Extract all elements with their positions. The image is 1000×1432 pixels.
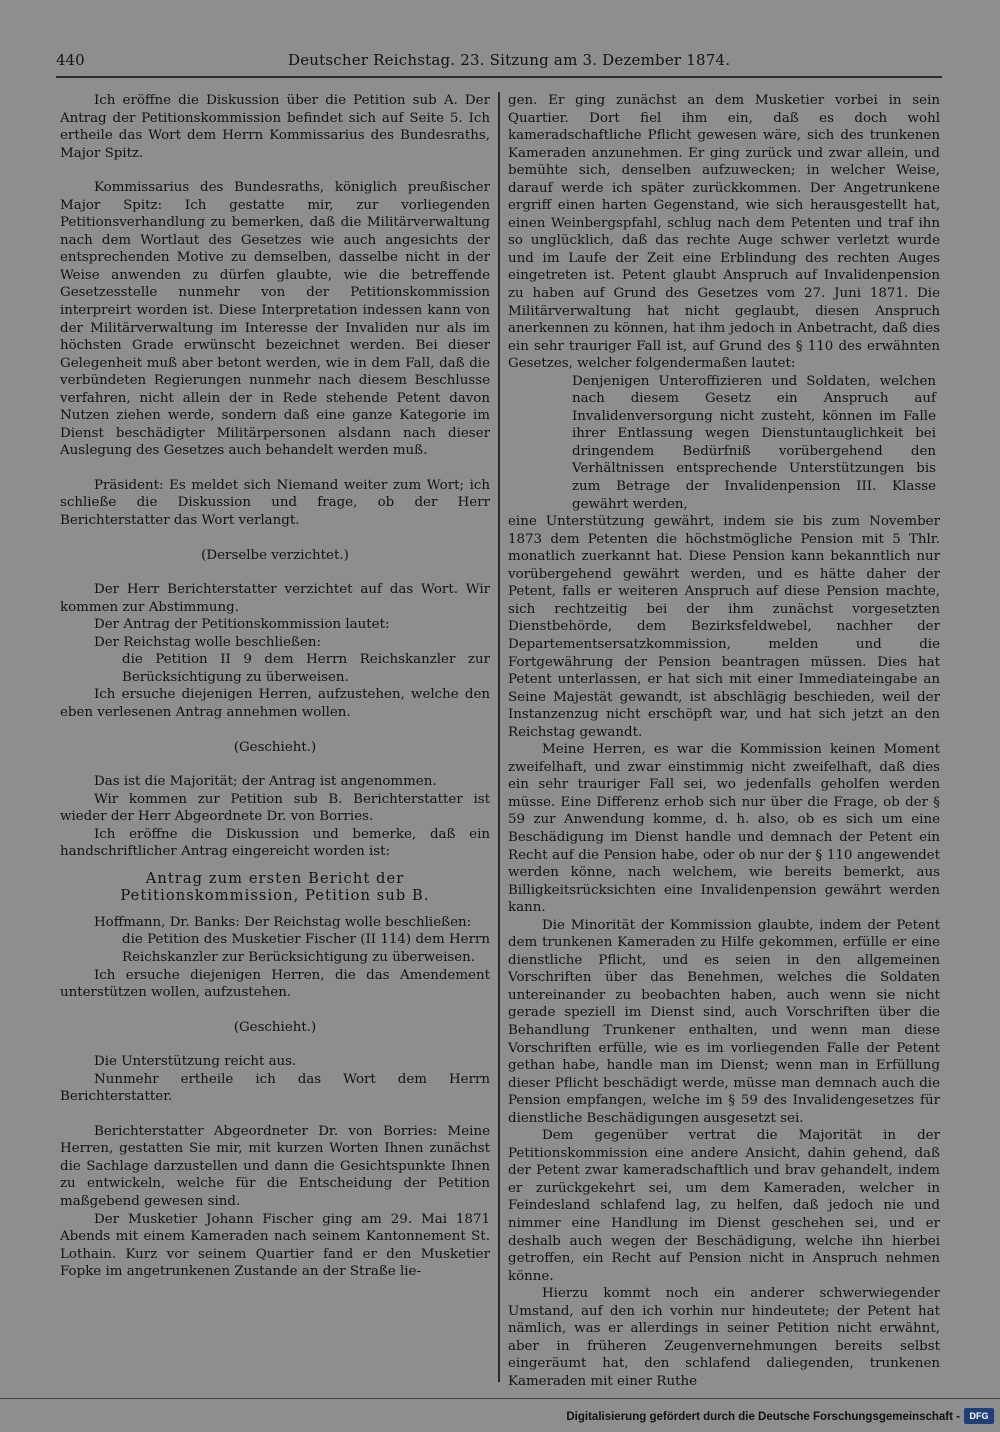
paragraph: Ich eröffne die Diskussion und bemerke, daß ein handschriftlicher Antrag eingereicht worden ist: <box>60 826 490 860</box>
law-quote: Denjenigen Unteroffizieren und Soldaten, welchen nach diesem Gesetz ein Anspruch auf Invalidenversorgung nicht zusteht, können im Falle ihrer Entlassung wegen Dienstuntauglichkeit bei dringendem Bedürfniß vorübergehend den Verhältnissen entsprechende Unterstützungen bis zum Betrage der Invalidenpension III. Klasse gewährt werden, <box>572 373 936 512</box>
running-title: Deutscher Reichstag. 23. Sitzung am 3. Dezember 1874. <box>288 51 731 69</box>
paragraph: Der Herr Berichterstatter verzichtet auf das Wort. Wir kommen zur Abstimmung. <box>60 582 490 615</box>
paragraph: Kommissarius des Bundesraths, königlich preußischer Major Spitz: Ich gestatte mir, zur vorliegenden Petitionsverhandlung zu bemerken, daß die Militärverwaltung nach dem Wortlaut des Gesetzes wie auch angesichts der entsprechenden Motive zu demselben, dasselbe nicht in der Weise anwenden zu dürfen glaubte, wie die betreffende Gesetzesstelle nunmehr von der Petitionskommission interpreirt worden ist. Diese Interpretation indessen kann von der Militärverwaltung im Interesse der Invaliden nur als im höchsten Grade erwünscht bezeichnet werden. Bei dieser Gelegenheit muß aber betont werden, wie in dem Fall, daß die verbündeten Regierungen nunmehr nach diesem Beschlusse verfahren, nicht allein der in Rede stehende Petent davon Nutzen ziehen werde, sondern daß eine ganze Kategorie im Dienst beschädigter Militärpersonen alsdann nach dieser Auslegung des Gesetzes auch behandelt werden muß. <box>60 180 490 459</box>
left-column <box>60 92 490 1392</box>
paragraph: gen. Er ging zunächst an dem Musketier vorbei in sein Quartier. Dort fiel ihm ein, daß es doch wohl kameradschaftliche Pflicht gewesen wäre, sich des trunkenen Kameraden anzunehmen. Er ging zurück und zwar allein, und bemühte sich, denselben aufzuwecken; in welcher Weise, darauf werde ich später zurückkommen. Der Angetrunkene ergriff einen harten Gegenstand, wie sich herausgestellt hat, einen Weinbergspfahl, schlug nach dem Petenten und traf ihn so unglücklich, daß das rechte Auge schwer verletzt wurde und im Laufe der Zeit eine Erblindung des rechten Auges eingetreten ist. Petent glaubt Anspruch auf Invalidenpension zu haben auf Grund des Gesetzes vom 27. Juni 1871. Die Militärverwaltung hat nicht geglaubt, diesen Anspruch anerkennen zu können, hat ihm jedoch in Anbetracht, daß dies ein sehr trauriger Fall ist, auf Grund des § 110 des erwähnten Gesetzes, welcher folgendermaßen lautet: <box>508 93 940 372</box>
stage-direction: (Geschieht.) <box>233 739 317 755</box>
paragraph: Ich ersuche diejenigen Herren, aufzustehen, welche den eben verlesenen Antrag annehmen wollen. <box>60 687 490 720</box>
paragraph: Präsident: Es meldet sich Niemand weiter zum Wort; ich schließe die Diskussion und frage, ob der Herr Berichterstatter das Wort verlangt. <box>60 477 490 529</box>
paragraph: Der Reichstag wolle beschließen: <box>94 634 322 650</box>
paragraph: Hierzu kommt noch ein anderer schwerwiegender Umstand, auf den ich vorhin nur hindeutete; der Petent hat nämlich, was er allerdings in seiner Petition nicht erwähnt, aber in früheren Zeugenvernehmungen bereits selbst eingeräumt hat, den schlafend daliegenden, trunkenen Kameraden mit einer Ruthe <box>508 1286 940 1389</box>
header-rule <box>56 76 942 78</box>
page-number: 440 <box>56 51 85 69</box>
right-column <box>508 92 940 1392</box>
motion-title: Antrag zum ersten Bericht der Petitionskommission, Petition sub B. <box>120 869 430 905</box>
paragraph: Die Unterstützung reicht aus. <box>94 1054 297 1070</box>
paragraph: Die Minorität der Kommission glaubte, indem der Petent dem trunkenen Kameraden zu Hilfe gekommen, erfülle er eine dienstliche Pflicht, und es seien in den allgemeinen Vorschriften über das Benehmen, welches die Soldaten untereinander zu beobachten haben, auch wenn sie nicht gerade speziell im Dienst sind, auch Vorschriften über die Behandlung Trunkener enthalten, und wenn man diese Vorschriften erfülle, wie es im vorliegenden Falle der Petent gethan habe, handle man im Dienst; wenn man in Erfüllung dieser Pflicht beschädigt werde, müsse man demnach auch die Pension empfangen, welche im § 59 des Invalidengesetzes für dienstliche Beschädigungen ausgesetzt sei. <box>508 917 940 1126</box>
stage-direction: (Derselbe verzichtet.) <box>201 547 349 563</box>
digitization-credit: Digitalisierung gefördert durch die Deutsche Forschungsgemeinschaft - <box>566 1411 960 1423</box>
paragraph: eine Unterstützung gewährt, indem sie bis zum November 1873 dem Petenten die höchstmögliche Pension mit 5 Thlr. monatlich zuerkannt hat. Diese Pension kann bekanntlich nur vorübergehend gewährt werden, und es hätte daher der Petent, falls er weiteren Anspruch auf diese Pension machte, sich rechtzeitig bei der ihm zunächst vorgesetzten Dienstbehörde, dem Bezirksfeldwebel, nachher der Departementsersatzkommission, melden und die Fortgewährung der Pension beantragen müssen. Dies hat Petent unterlassen, er hat sich mit einer Immediateingabe an Seine Majestät gewandt, ist abschlägig beschieden, weil der Instanzenzug nicht erschöpft war, und hat sich jetzt an den Reichstag gewandt. <box>508 514 940 740</box>
paragraph: Dem gegenüber vertrat die Majorität in der Petitionskommission eine andere Ansicht, dahin gehend, daß der Petent zwar kameradschaftlich und brav gehandelt, indem er zurückgekehrt sei, um dem Kameraden, welcher in Feindesland schlafend lag, zu helfen, daß jedoch nie und nimmer eine Handlung im Dienst geschehen sei, und er deshalb auch wegen der Beschädigung, welche ihn hierbei getroffen, ein Recht auf Pension nicht in Anspruch nehmen könne. <box>508 1128 940 1284</box>
dfg-logo: DFG <box>964 1408 994 1424</box>
paragraph: Der Antrag der Petitionskommission lautet: <box>94 617 390 633</box>
paragraph: Berichterstatter Abgeordneter Dr. von Borries: Meine Herren, gestatten Sie mir, mit kurzen Worten Ihnen zunächst die Sachlage darzustellen und dann die Gesichtspunkte Ihnen zu entwickeln, welche für die Entscheidung der Petition maßgebend gewesen sind. <box>60 1123 490 1209</box>
paragraph: Wir kommen zur Petition sub B. Berichterstatter ist wieder der Herr Abgeordnete Dr. von Borries. <box>60 791 490 825</box>
paragraph: Hoffmann, Dr. Banks: Der Reichstag wolle beschließen: <box>94 914 472 930</box>
paragraph: Ich eröffne die Diskussion über die Petition sub A. Der Antrag der Petitionskommission befindet sich auf Seite 5. Ich ertheile das Wort dem Herrn Kommissarius des Bundesraths, Major Spitz. <box>60 93 490 161</box>
paragraph: Meine Herren, es war die Kommission keinen Moment zweifelhaft, und zwar einstimmig nicht zweifelhaft, daß dies ein sehr trauriger Fall sei, wo jedenfalls geholfen werden müsse. Eine Differenz erhob sich nur über die Frage, ob der § 59 zur Anwendung komme, d. h. also, ob es sich um eine Beschädigung im Dienst handle und demnach der Petent ein Recht auf die Pension habe, oder ob nur der § 110 angewendet werden könne, nach welchem, wie bereits bemerkt, aus Billigkeitsrücksichten eine Invalidenpension gewährt werden kann. <box>508 742 940 916</box>
paragraph: Der Musketier Johann Fischer ging am 29. Mai 1871 Abends mit einem Kameraden nach seinem Kantonnement St. Lothain. Kurz vor seinem Quartier fand er den Musketier Fopke im angetrunkenen Zustande an der Straße lie- <box>60 1211 490 1280</box>
page-header <box>56 48 942 72</box>
paragraph: Nunmehr ertheile ich das Wort dem Herrn Berichterstatter. <box>60 1071 490 1105</box>
motion-text: die Petition des Musketier Fischer (II 114) dem Herrn Reichskanzler zur Berücksichtigung zu überweisen. <box>122 932 490 965</box>
motion-text: die Petition II 9 dem Herrn Reichskanzler zur Berücksichtigung zu überweisen. <box>122 652 490 685</box>
paragraph: Das ist die Majorität; der Antrag ist angenommen. <box>94 774 437 790</box>
column-divider <box>498 92 500 1382</box>
paragraph: Ich ersuche diejenigen Herren, die das Amendement unterstützen wollen, aufzustehen. <box>60 967 490 1001</box>
stage-direction: (Geschieht.) <box>233 1019 317 1035</box>
footer-rule <box>0 1398 1000 1399</box>
